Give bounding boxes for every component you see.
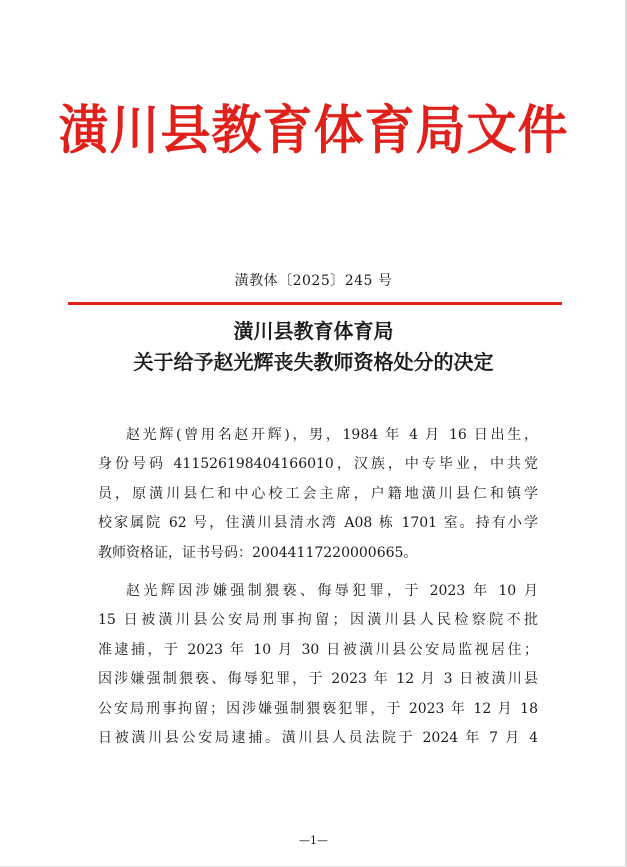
paragraph-line: 因涉嫌强制猥亵、侮辱犯罪，于 2023 年 12 月 3 日被潢川县 (98, 671, 538, 688)
paragraph-line: 15 日被潢川县公安局刑事拘留；因潢川县人民检察院不批 (98, 612, 538, 629)
paragraph-line: 公安局刑事拘留；因涉嫌强制猥亵犯罪，于 2023 年 12 月 18 (98, 700, 538, 717)
document-number: 潢教体〔2025〕245 号 (234, 273, 393, 289)
paragraph-line: 赵光辉因涉嫌强制猥亵、侮辱犯罪，于 2023 年 10 月 (126, 582, 538, 599)
paragraph-line: 日被潢川县公安局逮捕。潢川县人员法院于 2024 年 7 月 4 (98, 729, 538, 746)
paragraph-gap (98, 568, 538, 577)
red-divider-line (68, 302, 562, 305)
paragraph-line: 赵光辉(曾用名赵开辉)，男，1984 年 4 月 16 日出生， (126, 427, 538, 443)
paragraph-line: 准逮捕，于 2023 年 10 月 30 日被潢川县公安局监视居住； (98, 641, 538, 658)
paragraph-2 (98, 577, 538, 753)
paragraph-line: 身份号码 411526198404166010，汉族，中专毕业，中共党 (98, 456, 538, 473)
document-title (0, 316, 627, 378)
document-body (98, 421, 538, 753)
paragraph-line: 教师资格证，证书号码：20044117220000665。 (98, 544, 418, 561)
paragraph-1 (98, 421, 538, 568)
document-title-line-1: 潢川县教育体育局 (233, 319, 394, 343)
red-header-title: 潢川县教育体育局文件 (58, 99, 569, 161)
page-number: —1— (299, 834, 328, 847)
paragraph-line: 员，原潢川县仁和中心校工会主席，户籍地潢川县仁和镇学 (98, 485, 538, 502)
paragraph-line: 校家属院 62 号，住潢川县清水湾 A08 栋 1701 室。持有小学 (98, 515, 538, 532)
document-title-line-2: 关于给予赵光辉丧失教师资格处分的决定 (133, 350, 494, 374)
